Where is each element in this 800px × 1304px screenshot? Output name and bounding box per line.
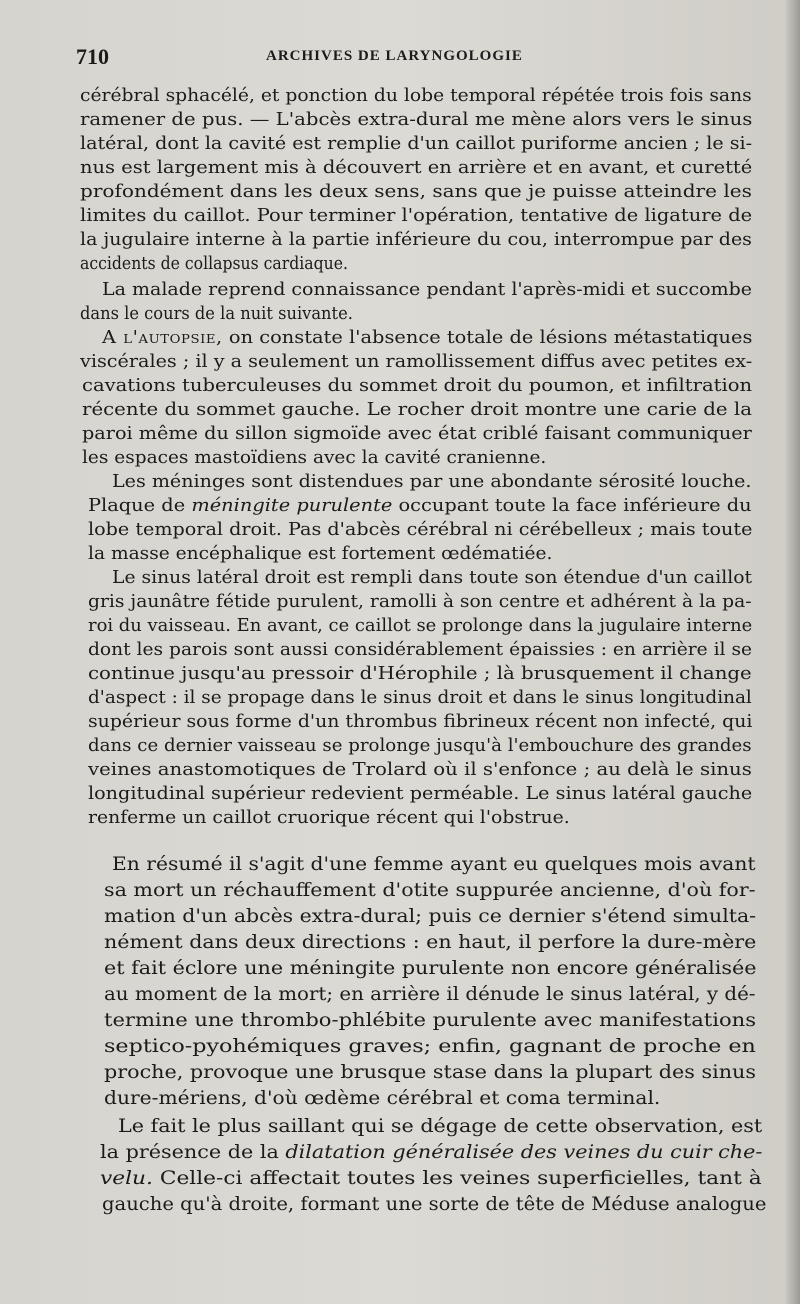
line-text: mation d'un abcès extra-dural; puis ce dernier s'étend simulta- [104, 906, 757, 927]
line-text: La malade reprend connaissance pendant l'après-midi et succombe [102, 280, 753, 300]
line-text: accidents de collapsus cardiaque. [80, 254, 348, 274]
text-line [112, 570, 752, 588]
text-line [80, 160, 752, 178]
line-text: paroi même du sillon sigmoïde avec état criblé faisant communiquer [82, 424, 752, 444]
text-line [88, 738, 752, 756]
italic-text: méningite purulente [191, 496, 393, 516]
text-line [80, 306, 353, 324]
text-line [100, 1144, 762, 1163]
text-line [104, 1064, 756, 1083]
line-text: proche, provoque une brusque stase dans la plupart des sinus [104, 1062, 756, 1083]
line-text: gris jaunâtre fétide purulent, ramolli à son centre et adhérent à la pa- [88, 592, 752, 612]
line-text: récente du sommet gauche. Le rocher droit montre une carie de la [82, 400, 752, 420]
text-line [82, 426, 752, 444]
small-caps-text: A l'autopsie, [102, 328, 223, 348]
line-text: lobe temporal droit. Pas d'abcès cérébral ni cérébelleux ; mais toute [88, 520, 753, 540]
line-text: au moment de la mort; en arrière il dénude le sinus latéral, y dé- [104, 984, 756, 1005]
line-text: ramener de pus. — L'abcès extra-dural me mène alors vers le sinus [80, 110, 753, 130]
text-line [102, 1196, 766, 1215]
text-line [88, 666, 752, 684]
running-title: ARCHIVES DE LARYNGOLOGIE [266, 48, 523, 64]
text-line [88, 498, 752, 516]
italic-text: dilatation généralisée des veines du cuir che- [285, 1142, 763, 1163]
text-line [104, 1090, 660, 1109]
line-text: Les méninges sont distendues par une abondante sérosité louche. [112, 472, 752, 492]
text-line [104, 1012, 756, 1031]
text-line [88, 714, 752, 732]
line-text: on constate l'absence totale de lésions métastatiques [222, 328, 753, 348]
text-line [82, 402, 752, 420]
page-edge-shadow [786, 0, 800, 1304]
text-line [88, 546, 552, 564]
text-line [88, 618, 752, 636]
text-line [112, 474, 751, 492]
text-line [104, 1038, 756, 1057]
line-text: continue jusqu'au pressoir d'Hérophile ; là brusquement il change [88, 664, 752, 684]
line-text: sa mort un réchauffement d'otite suppurée ancienne, d'où for- [104, 880, 756, 901]
line-text: dans le cours de la nuit suivante. [80, 304, 353, 324]
line-text: viscérales ; il y a seulement un ramollissement diffus avec petites ex- [80, 352, 753, 372]
line-text: occupant toute la face inférieure du [392, 496, 752, 516]
line-text: et fait éclore une méningite purulente non encore généralisée [104, 958, 757, 979]
text-line [80, 208, 752, 226]
text-line [88, 522, 752, 540]
text-line [88, 810, 570, 828]
text-line [102, 330, 752, 348]
text-line [100, 1170, 762, 1189]
text-line [80, 184, 752, 202]
text-line [104, 960, 757, 979]
line-text: la présence de la [100, 1142, 286, 1163]
line-text: En résumé il s'agit d'une femme ayant eu quelques mois avant [112, 854, 756, 875]
text-line [80, 354, 752, 372]
line-text: Le fait le plus saillant qui se dégage de cette observation, est [118, 1116, 763, 1137]
line-text: la jugulaire interne à la partie inférieure du cou, interrompue par des [80, 230, 752, 250]
text-line [80, 232, 752, 250]
line-text: limites du caillot. Pour terminer l'opération, tentative de ligature de [80, 206, 753, 226]
text-line [80, 136, 752, 154]
line-text: les espaces mastoïdiens avec la cavité cranienne. [82, 448, 547, 468]
text-line [82, 378, 752, 396]
text-line [88, 690, 752, 708]
line-text: latéral, dont la cavité est remplie d'un caillot puriforme ancien ; le si- [80, 134, 753, 154]
text-line [104, 986, 755, 1005]
line-text: termine une thrombo-phlébite purulente avec manifestations [104, 1010, 757, 1031]
text-line [82, 450, 546, 468]
line-text: la masse encéphalique est fortement œdématiée. [88, 544, 553, 564]
line-text: Le sinus latéral droit est rempli dans toute son étendue d'un caillot [112, 568, 753, 588]
text-line [118, 1118, 762, 1137]
text-line [88, 786, 752, 804]
text-line [88, 642, 752, 660]
text-line [104, 882, 756, 901]
text-line [80, 88, 752, 106]
line-text: supérieur sous forme d'un thrombus fibrineux récent non infecté, qui [88, 712, 753, 732]
running-header [76, 44, 756, 74]
text-line [112, 856, 756, 875]
line-text: nément dans deux directions : en haut, il perfore la dure-mère [104, 932, 757, 953]
line-text: cérébral sphacélé, et ponction du lobe temporal répétée trois fois sans [80, 86, 752, 106]
line-text: Plaque de [88, 496, 192, 516]
text-line [88, 762, 752, 780]
page-number: 710 [76, 44, 109, 69]
line-text: dont les parois sont aussi considérablement épaissies : en arrière il se [88, 640, 753, 660]
line-text: septico-pyohémiques graves; enfin, gagnant de proche en [104, 1036, 756, 1057]
text-line [80, 256, 348, 274]
line-text: veines anastomotiques de Trolard où il s'enfonce ; au delà le sinus [88, 760, 752, 780]
text-line [88, 594, 752, 612]
line-text: d'aspect : il se propage dans le sinus droit et dans le sinus longitudinal [88, 688, 752, 708]
text-line [80, 112, 752, 130]
italic-text: velu. [100, 1168, 153, 1189]
text-line [104, 908, 756, 927]
line-text: roi du vaisseau. En avant, ce caillot se prolonge dans la jugulaire interne [88, 616, 753, 636]
line-text: cavations tuberculeuses du sommet droit du poumon, et infiltration [82, 376, 753, 396]
line-text: dure-mériens, d'où œdème cérébral et coma terminal. [104, 1088, 661, 1109]
line-text: nus est largement mis à découvert en arrière et en avant, et curetté [80, 158, 753, 178]
line-text: gauche qu'à droite, formant une sorte de tête de Méduse analogue [102, 1194, 767, 1215]
text-line [102, 282, 752, 300]
text-line [104, 934, 756, 953]
line-text: profondément dans les deux sens, sans que je puisse atteindre les [80, 182, 752, 202]
line-text: dans ce dernier vaisseau se prolonge jusqu'à l'embouchure des grandes [88, 736, 752, 756]
line-text: Celle-ci affectait toutes les veines superficielles, tant à [152, 1168, 762, 1189]
line-text: longitudinal supérieur redevient perméable. Le sinus latéral gauche [88, 784, 753, 804]
line-text: renferme un caillot cruorique récent qui l'obstrue. [88, 808, 570, 828]
